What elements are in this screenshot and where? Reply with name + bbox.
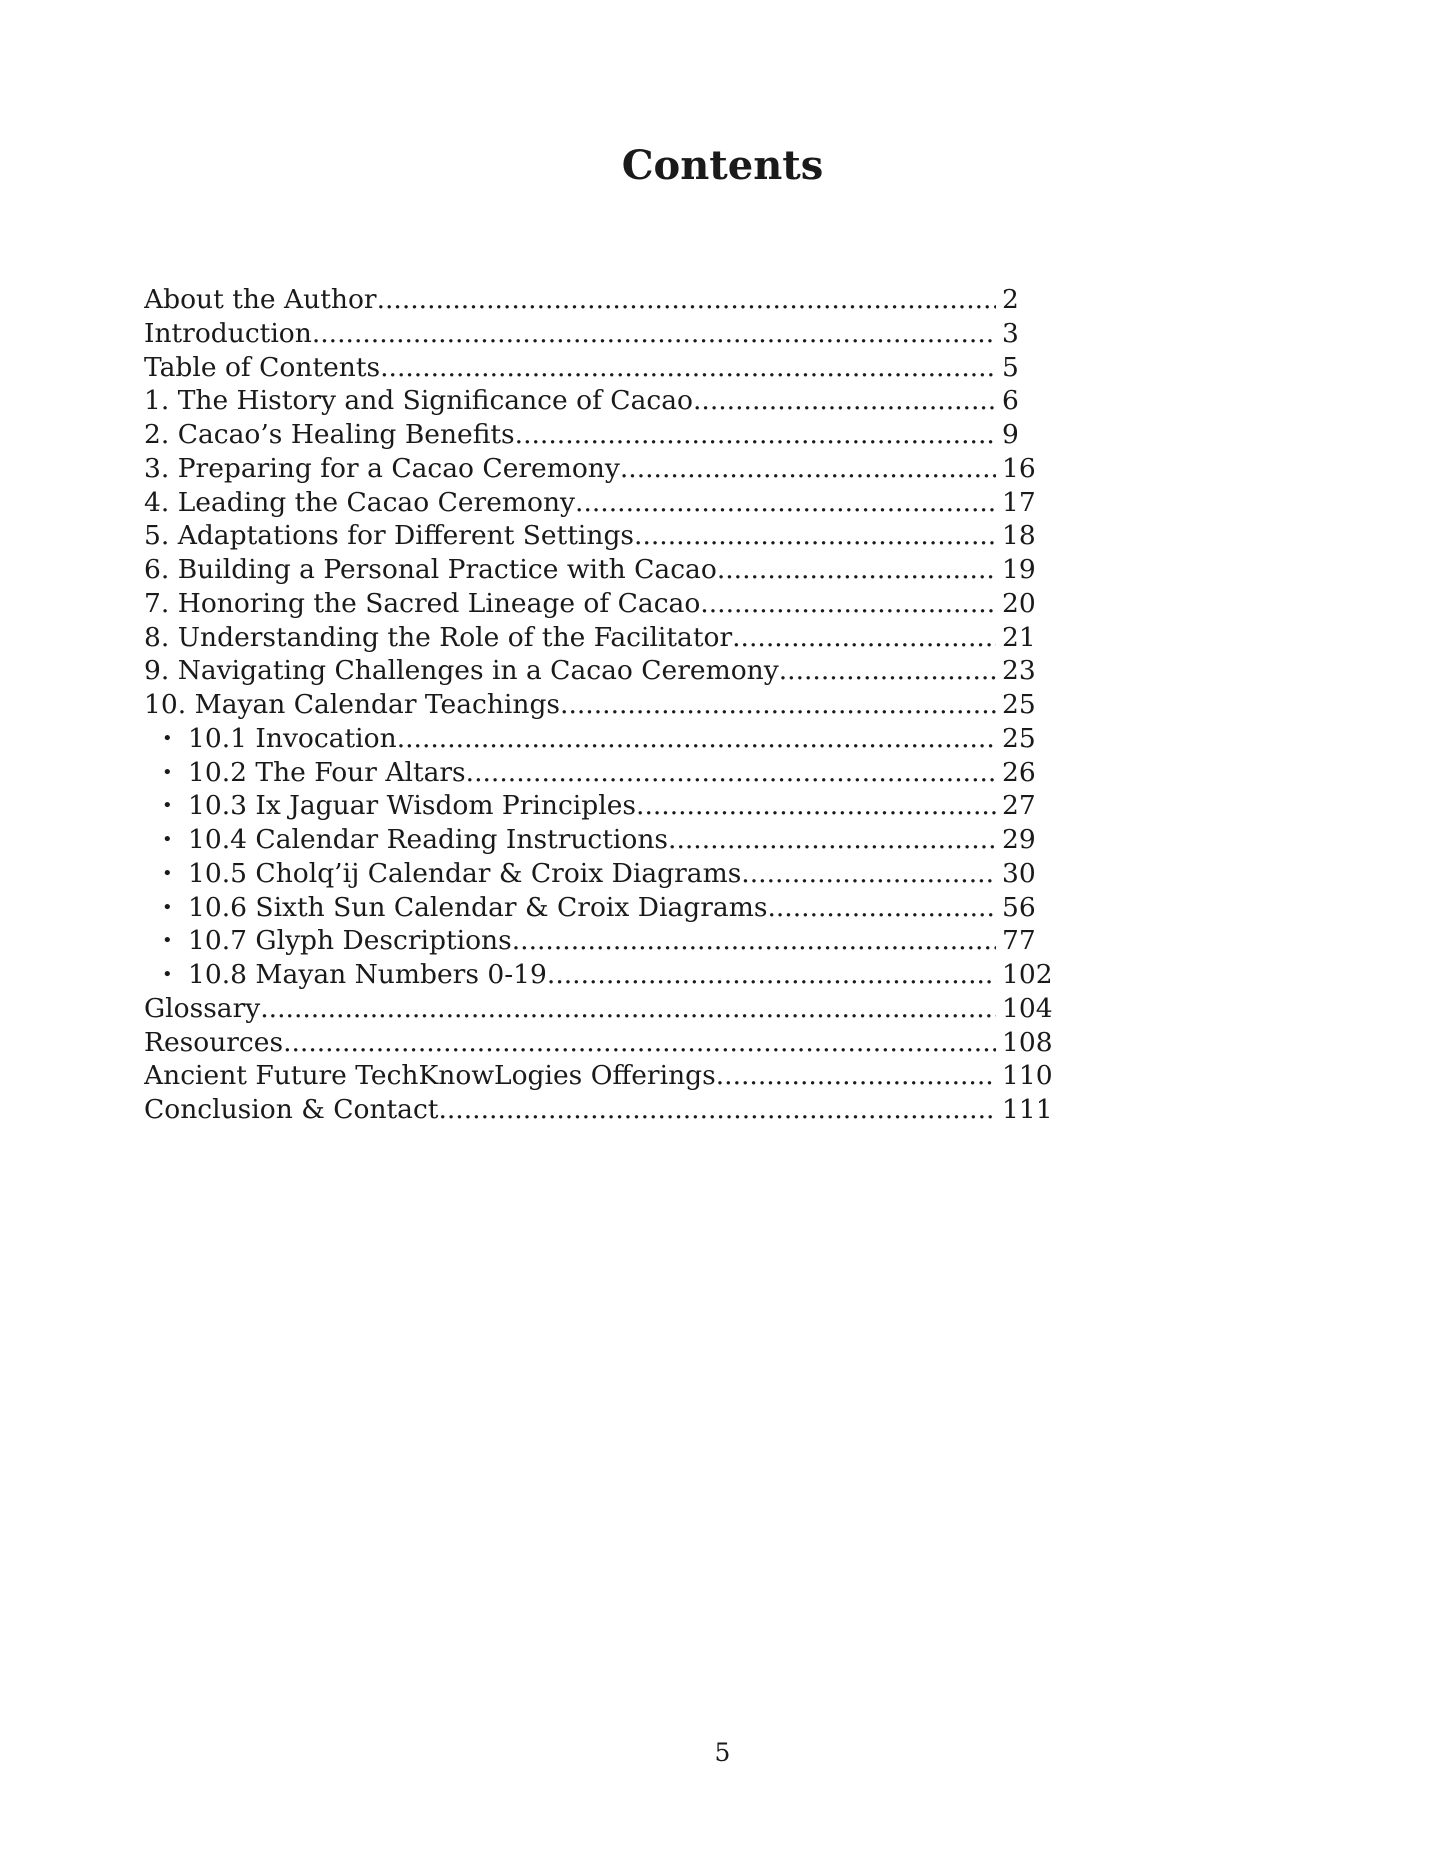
toc-entry-page: 56 (1002, 891, 1036, 923)
toc-leader (188, 891, 996, 925)
dot-leader (741, 857, 996, 891)
bullet-icon: • (162, 829, 173, 850)
toc-entry[interactable] (144, 688, 1064, 722)
toc-entry-label: Conclusion & Contact (144, 1094, 439, 1125)
toc-entry-page: 111 (1002, 1094, 1053, 1125)
toc-entry-label: 10.3 Ix Jaguar Wisdom Principles (188, 790, 637, 822)
dot-leader (693, 384, 996, 418)
toc-entry-label: 2. Cacao’s Healing Benefits (144, 419, 515, 450)
toc-subentry[interactable] (144, 924, 1064, 958)
dot-leader (377, 283, 996, 317)
toc-leader (144, 553, 996, 587)
toc-entry-label: 7. Honoring the Sacred Lineage of Cacao (144, 587, 701, 619)
dot-leader (438, 1093, 996, 1127)
toc-entry-page: 30 (1002, 857, 1036, 889)
dot-leader (260, 992, 996, 1026)
toc-entry[interactable] (144, 519, 1064, 553)
toc-leader (144, 1026, 996, 1060)
toc-entry-page: 9 (1002, 419, 1019, 450)
toc-entry-page: 110 (1002, 1060, 1053, 1092)
toc-entry-label: 5. Adaptations for Different Settings (144, 520, 635, 552)
toc-leader (144, 486, 996, 520)
page-title: Contents (621, 142, 824, 189)
toc-entry-label: 10.6 Sixth Sun Calendar & Croix Diagrams (188, 891, 768, 923)
toc-entry-label: Glossary (144, 992, 261, 1024)
dot-leader (717, 553, 996, 587)
toc-entry[interactable] (144, 384, 1064, 418)
toc-leader (188, 722, 996, 756)
toc-entry[interactable] (144, 992, 1064, 1026)
toc-entry-label: 10.2 The Four Altars (188, 756, 466, 788)
toc-entry-label: 3. Preparing for a Cacao Ceremony (144, 452, 620, 484)
dot-leader (560, 688, 996, 722)
dot-leader (380, 351, 996, 385)
dot-leader (283, 1026, 996, 1060)
dot-leader (636, 789, 996, 823)
toc-entry-label: 10.7 Glyph Descriptions (188, 925, 512, 957)
toc-entry[interactable] (144, 452, 1064, 486)
toc-entry[interactable] (144, 351, 1064, 385)
toc-subentry[interactable] (144, 756, 1064, 790)
bullet-icon: • (162, 930, 173, 952)
dot-leader (397, 722, 996, 756)
dot-leader (668, 823, 996, 857)
toc-leader (144, 654, 996, 688)
toc-entry[interactable] (144, 1026, 1064, 1060)
toc-subentry[interactable] (144, 823, 1064, 857)
toc-entry-label: Introduction (144, 317, 312, 349)
toc-leader (144, 1059, 996, 1093)
toc-entry-page: 17 (1002, 486, 1036, 518)
toc-subentry[interactable] (144, 891, 1064, 925)
bullet-icon: • (162, 862, 173, 884)
toc-subentry[interactable] (144, 958, 1064, 992)
toc-entry-page: 18 (1002, 520, 1036, 552)
toc-leader (144, 384, 996, 418)
toc-entry-page: 29 (1002, 824, 1036, 855)
toc-subentry[interactable] (144, 722, 1064, 756)
toc-leader (144, 688, 996, 722)
toc-leader (188, 823, 996, 857)
toc-subentry[interactable] (144, 789, 1064, 823)
toc-leader (188, 924, 996, 958)
toc-entry-page: 102 (1002, 959, 1053, 990)
toc-entry-page: 26 (1002, 756, 1036, 788)
toc-leader (144, 452, 996, 486)
dot-leader (732, 621, 996, 655)
toc-entry-page: 77 (1002, 925, 1036, 957)
toc-entry[interactable] (144, 283, 1064, 317)
toc-entry-label: 10.5 Cholq’ij Calendar & Croix Diagrams (188, 857, 742, 889)
dot-leader (767, 891, 996, 925)
toc-entry[interactable] (144, 418, 1064, 452)
toc-entry-label: About the Author (144, 284, 377, 315)
toc-entry-page: 3 (1002, 317, 1019, 349)
toc-entry-page: 20 (1002, 587, 1036, 619)
toc-entry-label: Resources (144, 1026, 284, 1058)
toc-entry-page: 21 (1002, 621, 1036, 653)
toc-entry-label: 10.4 Calendar Reading Instructions (188, 824, 669, 855)
toc-entry[interactable] (144, 317, 1064, 351)
toc-leader (144, 283, 996, 317)
dot-leader (620, 452, 996, 486)
toc-entry-page: 25 (1002, 689, 1036, 720)
dot-leader (634, 519, 996, 553)
bullet-icon: • (162, 964, 173, 985)
toc-entry[interactable] (144, 587, 1064, 621)
toc-entry[interactable] (144, 654, 1064, 688)
toc-leader (188, 958, 996, 992)
dot-leader (512, 924, 996, 958)
toc-entry-label: Ancient Future TechKnowLogies Offerings (144, 1060, 716, 1092)
page-number: 5 (714, 1738, 731, 1767)
dot-leader (716, 1059, 996, 1093)
toc-entry-page: 5 (1002, 351, 1019, 383)
toc-entry-page: 2 (1002, 284, 1019, 315)
bullet-icon: • (162, 795, 173, 817)
toc-entry-page: 16 (1002, 452, 1036, 484)
dot-leader (779, 654, 996, 688)
toc-entry-page: 19 (1002, 554, 1036, 585)
bullet-icon: • (162, 761, 173, 783)
toc-entry-label: 6. Building a Personal Practice with Cacao (144, 554, 717, 585)
toc-entry-label: 10. Mayan Calendar Teachings (144, 689, 561, 720)
toc-entry[interactable] (144, 621, 1064, 655)
dot-leader (466, 756, 996, 790)
toc-leader (144, 317, 996, 351)
toc-entry-page: 6 (1002, 385, 1019, 417)
toc-entry-label: 4. Leading the Cacao Ceremony (144, 486, 576, 518)
toc-entry-page: 104 (1002, 992, 1053, 1024)
toc-entry-label: 8. Understanding the Role of the Facilitator (144, 621, 733, 653)
toc-entry-page: 108 (1002, 1026, 1053, 1058)
dot-leader (312, 317, 996, 351)
toc-entry-label: 10.1 Invocation (188, 722, 397, 754)
toc-entry-page: 23 (1002, 655, 1036, 687)
toc-entry[interactable] (144, 1093, 1064, 1127)
dot-leader (575, 486, 996, 520)
toc-entry-label: 1. The History and Significance of Cacao (144, 385, 693, 417)
toc-leader (144, 418, 996, 452)
toc-leader (188, 789, 996, 823)
toc-entry[interactable] (144, 1059, 1064, 1093)
bullet-icon: • (162, 727, 173, 749)
toc-entry-page: 27 (1002, 790, 1036, 822)
dot-leader (515, 418, 996, 452)
dot-leader (700, 587, 996, 621)
dot-leader (547, 958, 996, 992)
toc-leader (144, 621, 996, 655)
bullet-icon: • (162, 896, 173, 918)
toc-leader (188, 756, 996, 790)
toc-leader (188, 857, 996, 891)
toc-entry-label: 10.8 Mayan Numbers 0-19 (188, 959, 547, 990)
toc-entry[interactable] (144, 486, 1064, 520)
toc-entry-label: 9. Navigating Challenges in a Cacao Ceremony (144, 655, 779, 687)
toc-entry-page: 25 (1002, 722, 1036, 754)
toc-leader (144, 587, 996, 621)
table-of-contents (144, 283, 1064, 1127)
toc-entry[interactable] (144, 553, 1064, 587)
toc-leader (144, 1093, 996, 1127)
toc-leader (144, 992, 996, 1026)
toc-leader (144, 519, 996, 553)
toc-entry-label: Table of Contents (144, 351, 381, 383)
toc-subentry[interactable] (144, 857, 1064, 891)
toc-leader (144, 351, 996, 385)
